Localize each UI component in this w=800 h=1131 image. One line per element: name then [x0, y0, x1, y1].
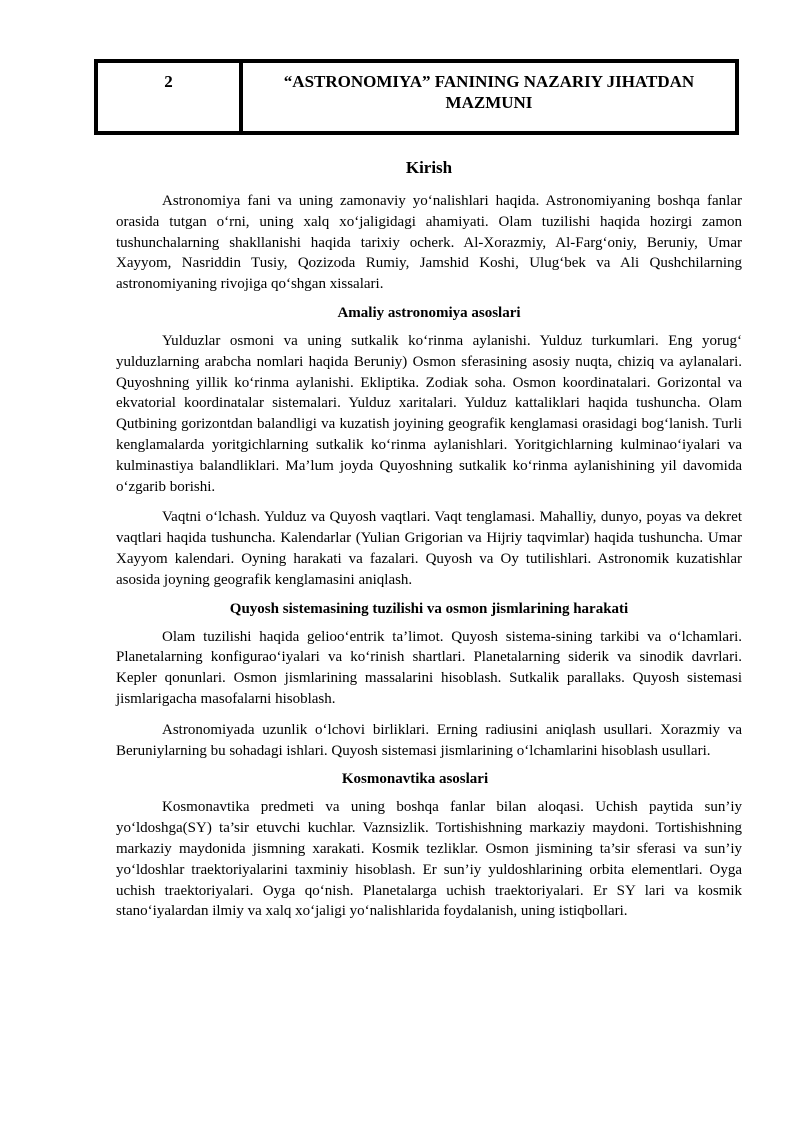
cosmonautics-paragraph: Kosmonavtika predmeti va uning boshqa fanlar bilan aloqasi. Uchish paytida sun’iy yo‘ldoshga(SY) ta’sir etuvchi kuchlar. Vaznsizlik. Tortishishning markaziy maydoni. Tortishishning markaziy maydonida jismning xarakati. Kosmik tezliklar. Osmon jismining ta’sir sferasi va sun’iy yo‘ldoshlar traektoriyalarini taxminiy hisoblash. Er sun’iy yuldoshlarining orbita elementlari. Oyga uchish traektoriyalari. Oyga qo‘nish. Planetalarga uchish traektoriyalari. Er SY lari va kosmik stano‘iyalardan ilmiy va xalq xo‘jaligi yo‘nalishlarida foydalanish, uning istiqbollari. — [116, 799, 742, 920]
chapter-header-table — [94, 59, 739, 135]
section-heading-practical-astronomy: Amaliy astronomiya asoslari — [337, 304, 521, 321]
section-heading-cosmonautics: Kosmonavtika asoslari — [341, 771, 489, 788]
practical-astronomy-paragraph-2: Vaqtni o‘lchash. Yulduz va Quyosh vaqtlari. Vaqt tenglamasi. Mahalliy, dunyo, poyas va dekret vaqtlari haqida tushuncha. Kalendarlar (Yulian Grigorian va Hijriy taqvimlar) haqida tushuncha. Umar Xayyom kalendari. Oyning harakati va fazalari. Quyosh va Oy tutilishlari. Astronomik kuzatishlar asosida joyning geografik kenglamasini aniqlash. — [116, 509, 742, 588]
solar-system-paragraph-1: Olam tuzilishi haqida gelioo‘entrik ta’limot. Quyosh sistema-sining tarkibi va o‘lchamlari. Planetalarning konfigurao‘iyalari va ko‘rinish shartlari. Planetalarning siderik va sinodik davrlari. Kepler qonunlari. Osmon jismlarining massalarini hisoblash. Sutkalik parallaks. Quyosh sistemasi jismlarigacha masofalarni hisoblash. — [116, 628, 742, 707]
chapter-number: 2 — [98, 63, 243, 131]
intro-heading: Kirish — [405, 158, 453, 177]
practical-astronomy-paragraph-1: Yulduzlar osmoni va uning sutkalik ko‘rinma aylanishi. Yulduz turkumlari. Eng yorug‘ yulduzlarning arabcha nomlari haqida Beruniy) Osmon sferasining asosiy nuqta, chiziq va aylanalari. Quyoshning yillik ko‘rinma aylanishi. Ekliptika. Zodiak soha. Osmon koordinatalari. Gorizontal va ekvatorial koordinatalar sistemalari. Yulduz xaritalari. Yulduz kattaliklari haqida tushuncha. Olam Qutbining gorizontdan balandligi va kuzatish joyining geografik kenglamasi orasidagi bog‘lanish. Turli kenglamalarda yoritgichlarning sutkalik ko‘rinma aylanishlari. Yoritgichlarning kulminao‘iyalari va kulminastiya balandliklari. Ma’lum joyda Quyoshning sutkalik ko‘rinma aylanishining yil davomida o‘zgarib borishi. — [116, 332, 742, 495]
intro-paragraph: Astronomiya fani va uning zamonaviy yo‘nalishlari haqida. Astronomiyaning boshqa fanlar orasida tutgan o‘rni, uning xalq xo‘jaligidagi ahamiyati. Olam tuzilishi haqida hozirgi zamon tushunchalarning shakllanishi haqida tarixiy ocherk. Al-Xorazmiy, Al-Farg‘oniy, Beruniy, Umar Xayyom, Nasriddin Tusiy, Qozizoda Rumiy, Jamshid Koshi, Ulug‘bek va Ali Qushchilarning astronomiyaning rivojiga qo‘shgan xissalari. — [116, 193, 742, 293]
solar-system-paragraph-2: Astronomiyada uzunlik o‘lchovi birliklari. Erning radiusini aniqlash usullari. Xorazmiy va Beruniylarning bu sohadagi ishlari. Quyosh sistemasi jismlarining o‘lchamlarini hisoblash usullari. — [116, 721, 742, 759]
document-body — [116, 158, 742, 932]
section-heading-solar-system: Quyosh sistemasining tuzilishi va osmon jismlarining harakati — [229, 600, 629, 617]
chapter-title: “ASTRONOMIYA” FANINING NAZARIY JIHATDAN MAZMUNI — [283, 72, 695, 112]
